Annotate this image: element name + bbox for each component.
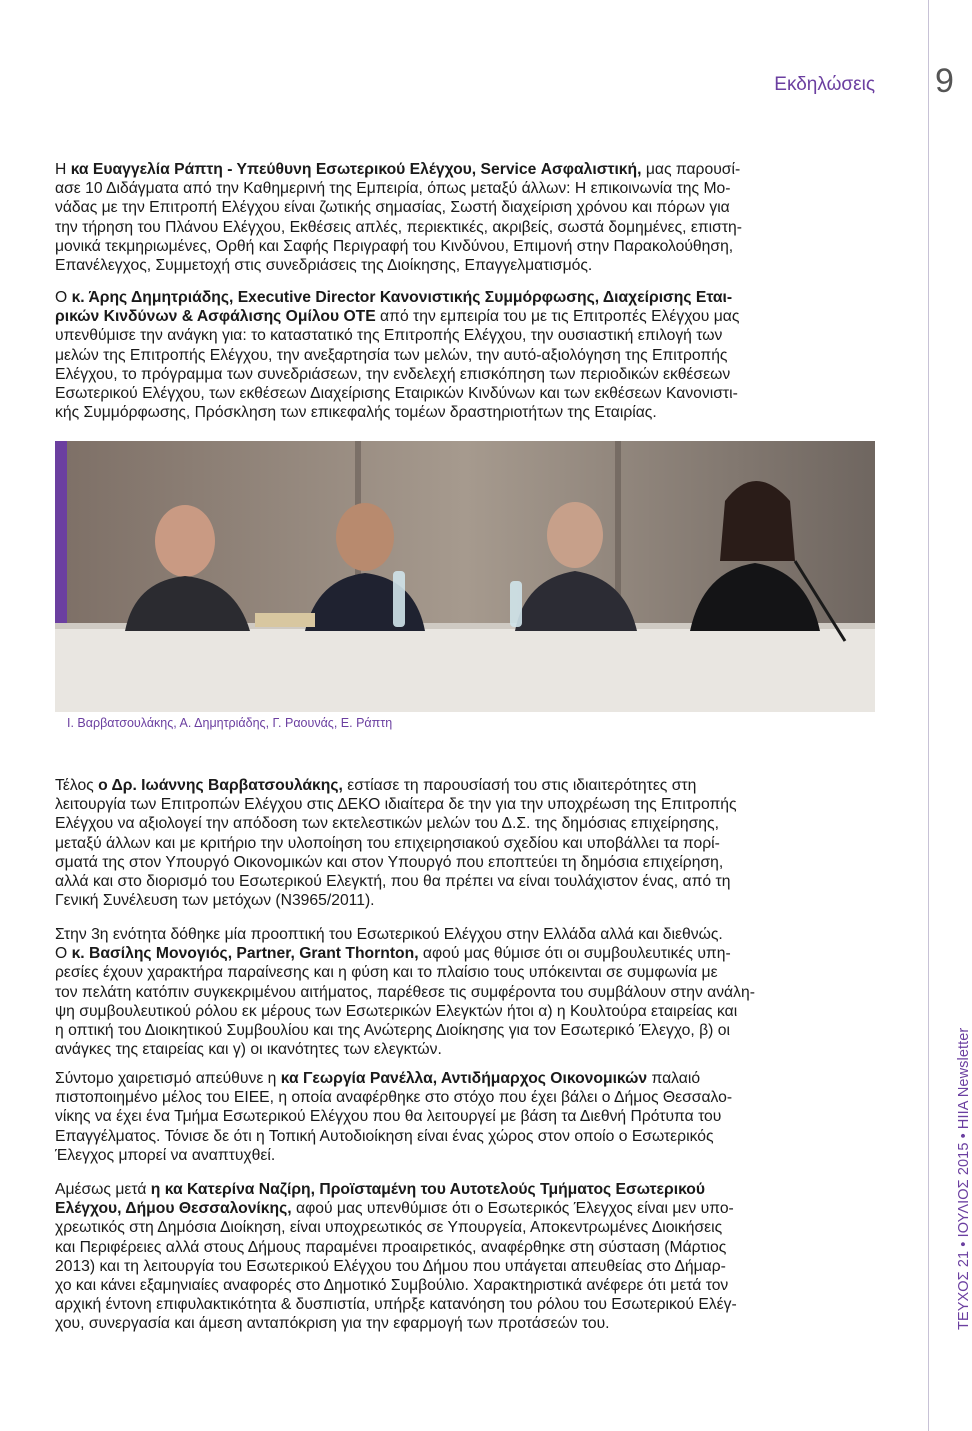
p4-pre: Ο	[55, 945, 68, 963]
p5-speaker: κα Γεωργία Ρανέλλα, Αντιδήμαρχος Οικονομικών	[280, 1070, 648, 1087]
paragraph-rapti	[55, 160, 872, 275]
paragraph-dimitriadis	[55, 288, 872, 422]
page-number: 9	[935, 62, 954, 100]
p1-text: μας παρουσί- ασε 10 Διδάγματα από την Καθημερινή της Εμπειρία, όπως μεταξύ άλλων: Η επικοινωνία της Μο- νάδας με την Επιτροπή Ελέγχου είναι ζωτικής σημασίας, Σωστή διαχείριση χρόνου και πόρων για την τήρηση του Πλάνου Ελέγχου, Εκθέσεις απλές, περιεκτικές, ακριβείς, σωστά δομημένες, επιστη- μονικά τεκμηριωμένες, Ορθή και Σαφής Περιγραφή του Κινδύνου, Επιμονή στην Παρακολούθηση, Επανέλεγχος, Συμμετοχή στις συνεδριάσεις της Διοίκησης, Επαγγελματισμός.	[55, 161, 742, 275]
right-margin-rule	[928, 0, 929, 1431]
p5-pre: Σύντομο χαιρετισμό απεύθυνε η	[55, 1070, 281, 1087]
p5-text: παλαιό πιστοποιημένο μέλος του ΕΙΕΕ, η οποία αναφέρθηκε στο στόχο που έχει βάλει ο Δήμος Θεσσαλο- νίκης να έχει ένα Τμήμα Εσωτερικού Ελέγχου που θα λειτουργεί με βάση τα Διεθνή Πρότυπα του Επαγγέλματος. Τόνισε δε ότι η Τοπική Αυτοδιοίκηση είναι ένας χώρος στον οποίο ο Εσωτερικός Έλεγχος μπορεί να αναπτυχθεί.	[55, 1070, 733, 1164]
event-photo	[55, 441, 875, 712]
p4-text: αφού μας θύμισε ότι οι συμβουλευτικές υπη- ρεσίες έχουν χαρακτήρα παραίνεσης και η φύση και το πλαίσιο τους υπόκεινται σε συμφωνία με τον πελάτη κατόπιν συγκεκριμένου αιτήματος, παρέθεσε τις συμφέροντα του συμβάλουν στην ανάλη- ψη συμβουλευτικού ρόλου εκ μέρους των Εσωτερικών Ελεγκτών ήτοι α) η Κουλτούρα εταιρείας και η οπτική του Διοικητικού Συμβουλίου και της Ανώτερης Διοίκησης για τον Εσωτερικό Έλεγχο, β) οι ανάγκες της εταιρείας και γ) οι ικανότητες των ελεγκτών.	[55, 945, 755, 1059]
p6-pre: Αμέσως μετά	[55, 1181, 151, 1198]
p2-pre: Ο	[55, 289, 72, 306]
p2-speaker: κ. Άρης Δημητριάδης, Executive Director Κανονιστικής Συμμόρφωσης, Διαχείρισης Εται- ρικών Κινδύνων & Ασφάλισης Ομίλου ΟΤΕ	[55, 289, 733, 326]
issue-label: ΤΕΥΧΟΣ 21 • ΙΟΥΛΙΟΣ 2015 •	[956, 1129, 972, 1330]
p6-speaker: η κα Κατερίνα Ναζίρη, Προϊσταμένη του Αυτοτελούς Τμήματος Εσωτερικού Ελέγχου, Δήμου Θεσσαλονίκης,	[55, 1181, 706, 1218]
p4-intro: Στην 3η ενότητα δόθηκε μία προοπτική του Εσωτερικού Ελέγχου στην Ελλάδα αλλά και διεθνώς.	[55, 926, 723, 943]
p6-text: αφού μας υπενθύμισε ότι ο Εσωτερικός Έλεγχος είναι μεν υπο- χρεωτικός στη Δημόσια Διοίκηση, είναι υποχρεωτικός σε Υπουργεία, Αποκεντρωμένες Διοικήσεις και Περιφέρειες αλλά στους Δήμους παραμένει προαιρετικός, αναφέρθηκε στη σύσταση (Μάρτιος 2013) και τη λειτουργία του Εσωτερικού Ελέγχου του Δήμου που υπάγεται απευθείας στο Δήμαρ- χο και κάνει εξαμηνιαίες αναφορές στο Δημοτικό Συμβούλιο. Χαρακτηριστικά ανέφερε ότι μετά τον αρχική έντονη επιφυλακτικότητα & δυσπιστία, υπήρξε κατανόηση του ρόλου του Εσωτερικού Ελέγ- χου, συνεργασία και άμεση ανταπόκριση για την εφαρμογή των προτάσεών του.	[55, 1200, 737, 1333]
issue-sidebar	[956, 1028, 972, 1330]
paragraph-naziri	[55, 1180, 872, 1334]
paragraph-monogios	[55, 925, 872, 1059]
p4-speaker: κ. Βασίλης Μονογιός, Partner, Grant Thornton,	[71, 945, 419, 963]
photo-caption: Ι. Βαρβατσουλάκης, Α. Δημητριάδης, Γ. Ραουνάς, Ε. Ράπτη	[67, 716, 393, 730]
panel-photo-illustration	[55, 441, 875, 712]
paragraph-varvatsoulakis	[55, 776, 872, 910]
newsletter-brand: HIIA Newsletter	[956, 1027, 972, 1130]
paragraph-ranella	[55, 1069, 872, 1165]
p1-pre: Η	[55, 161, 71, 178]
p2-text: από την εμπειρία του με τις Επιτροπές Ελέγχου μας υπενθύμισε την ανάγκη για: το καταστατικό της Επιτροπής Ελέγχου, την ουσιαστική επιλογή των μελών της Επιτροπής Ελέγχου, την ανεξαρτησία των μελών, την αυτό-αξιολόγηση της Επιτροπής Ελέγχου, το πρόγραμμα των συνεδριάσεων, την ενδελεχή επισκόπηση των περιοδικών εκθέσεων Εσωτερικού Ελέγχου, των εκθέσεων Διαχείρισης Εταιρικών Κινδύνων και των εκθέσεων Κανονιστι- κής Συμμόρφωσης, Πρόσκληση των επικεφαλής τομέων δραστηριοτήτων της Εταιρίας.	[55, 308, 740, 422]
section-title: Εκδηλώσεις	[774, 74, 875, 95]
p3-text: εστίασε τη παρουσίασή του στις ιδιαιτερότητες στη λειτουργία των Επιτροπών Ελέγχου στις ΔΕΚΟ ιδιαίτερα δε την για την υποχρέωση της Επιτροπής Ελέγχου να αξιολογεί την απόδοση των εκτελεστικών μελών του Δ.Σ. της δημόσιας επιχείρησης, μεταξύ άλλων και με κριτήριο την υλοποίηση του επιχειρησιακού σχεδίου και υποβάλλει τα πορί- σματά της στον Υπουργό Οικονομικών και στον Υπουργό που εποπτεύει τη δημόσια επιχείρηση, αλλά και στο διορισμό του Εσωτερικού Ελεγκτή, που θα πρέπει να είναι τουλάχιστον ένας, από τη Γενική Συνέλευση των μετόχων (Ν3965/2011).	[55, 777, 737, 910]
p1-speaker: κα Ευαγγελία Ράπτη - Υπεύθυνη Εσωτερικού Ελέγχου, Service Ασφαλιστική,	[70, 161, 642, 178]
p3-pre: Τέλος	[55, 777, 99, 794]
p3-speaker: ο Δρ. Ιωάννης Βαρβατσουλάκης,	[98, 777, 343, 794]
